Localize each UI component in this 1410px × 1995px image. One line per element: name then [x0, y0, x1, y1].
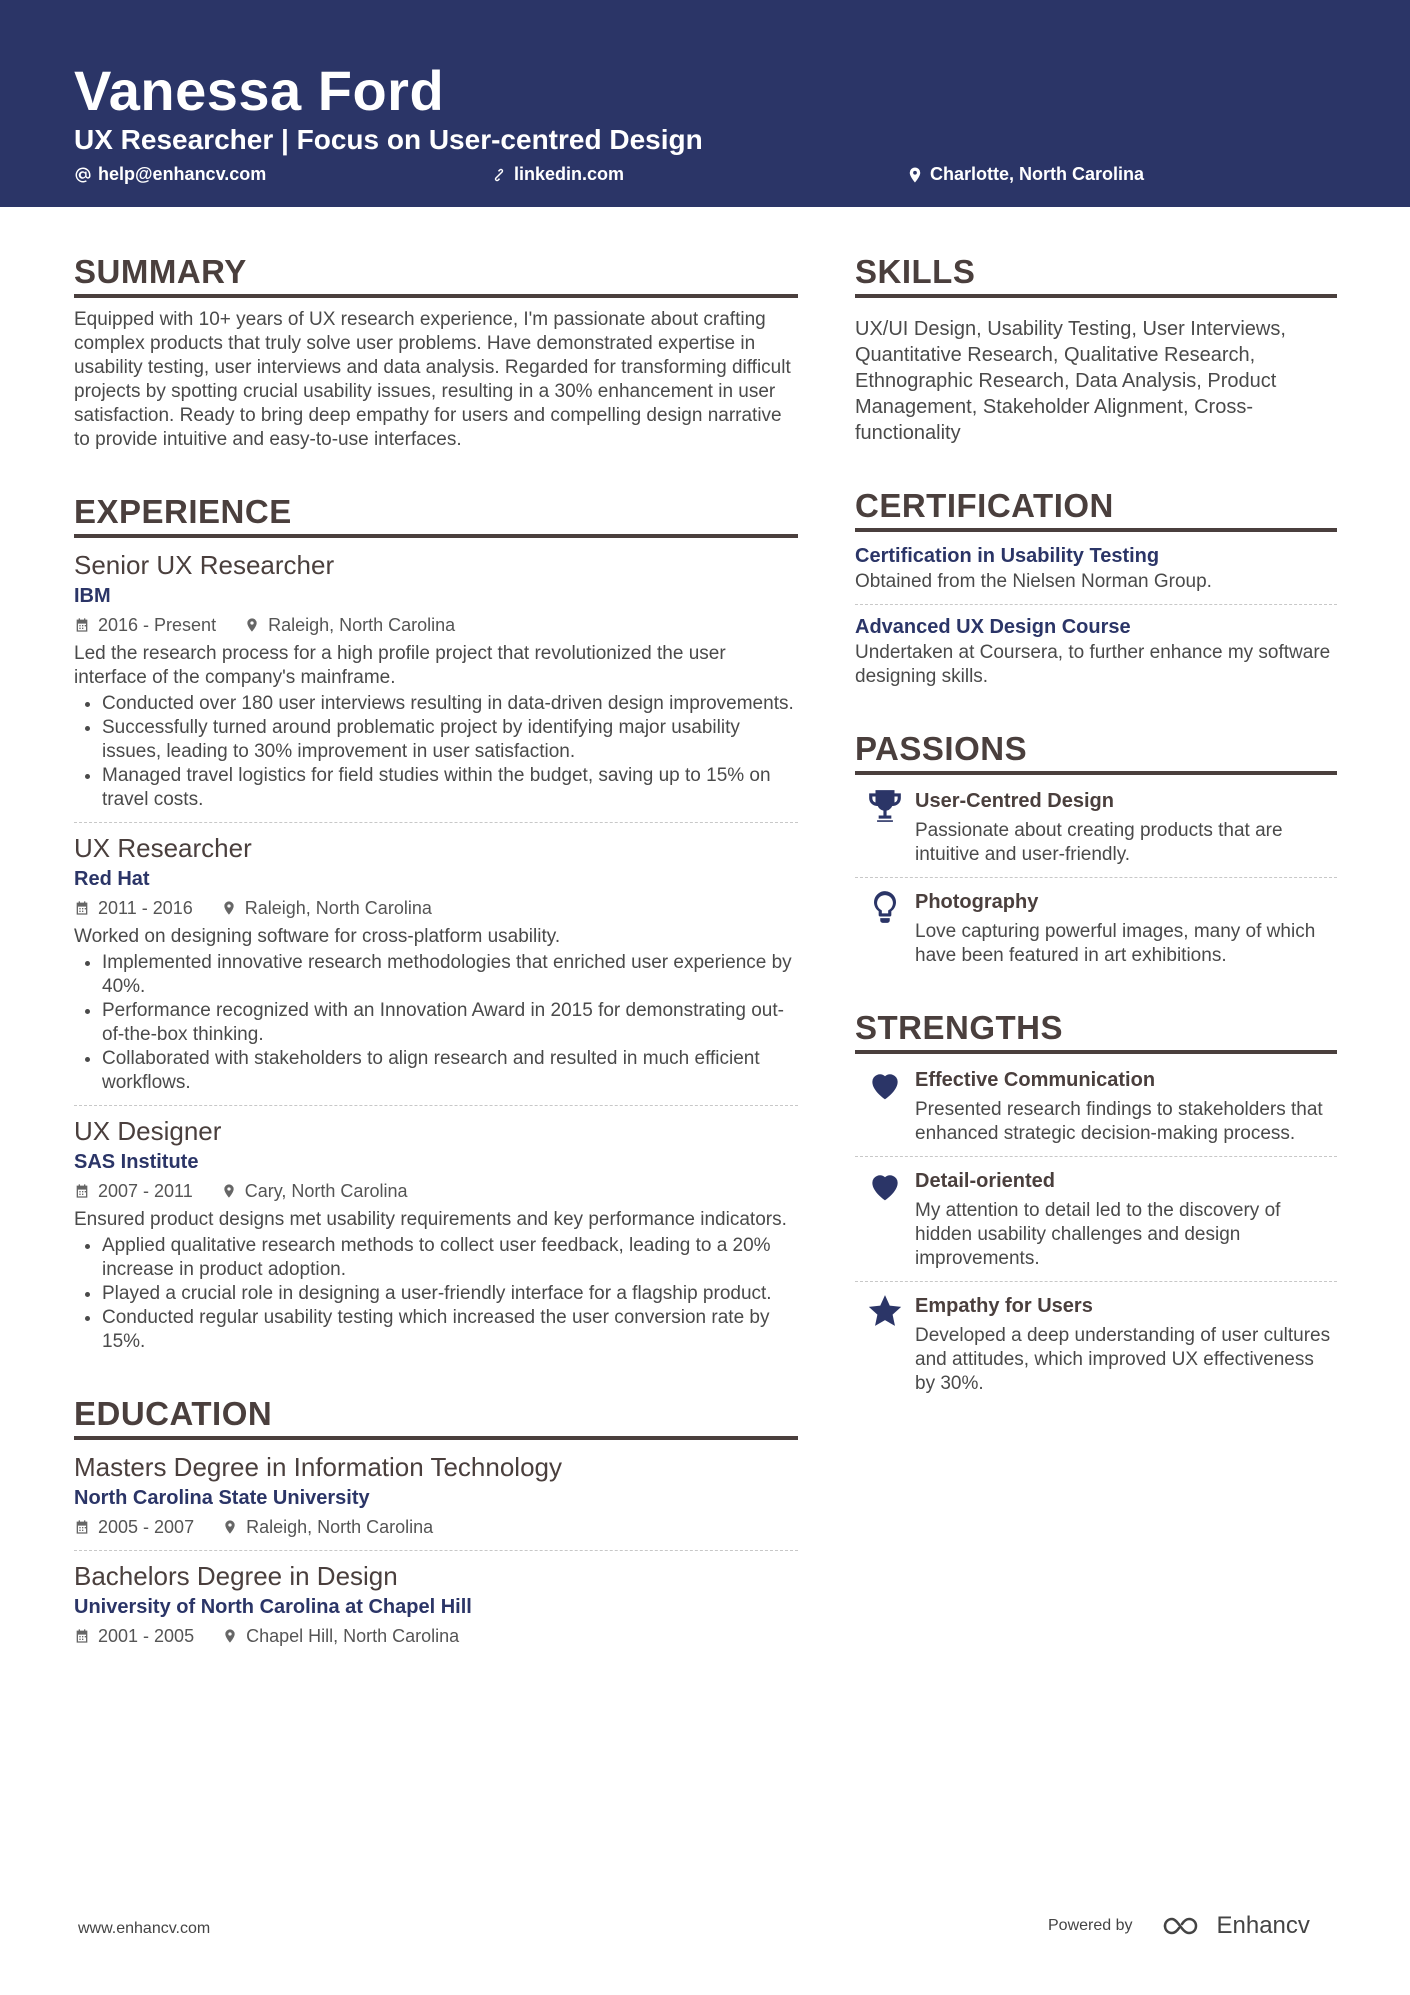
summary-title: SUMMARY — [74, 252, 798, 298]
summary-section — [74, 252, 798, 452]
job-meta — [74, 1178, 798, 1204]
powered-by-text: Powered by — [1048, 1917, 1133, 1934]
job-title: UX Researcher — [74, 833, 252, 863]
certification-desc: Obtained from the Nielsen Norman Group. — [855, 571, 1212, 592]
footer-website[interactable]: www.enhancv.com — [78, 1920, 211, 1937]
job-description: Ensured product designs met usability requirements and key performance indicators. — [74, 1209, 787, 1230]
education-dates: 2001 - 2005 — [98, 1626, 195, 1646]
job-bullet: • Performance recognized with an Innovation Award in 2015 for demonstrating out-of-the-box thinking. — [102, 999, 798, 1047]
job-description: Worked on designing software for cross-platform usability. — [74, 926, 561, 947]
certification-item — [855, 542, 1337, 594]
education-meta — [74, 1623, 798, 1649]
passion-desc: Passionate about creating products that are intuitive and user-friendly. — [915, 820, 1283, 865]
strengths-title: STRENGTHS — [855, 1008, 1337, 1054]
link-icon — [490, 166, 508, 184]
passion-name: User-Centred Design — [915, 790, 1114, 812]
education-title: EDUCATION — [74, 1394, 798, 1440]
divider — [855, 877, 1337, 878]
job-bullets — [74, 1234, 798, 1354]
map-pin-icon — [906, 166, 924, 184]
lightbulb-icon — [866, 888, 904, 926]
job-bullet: • Collaborated with stakeholders to align research and resulted in much efficient workflows. — [102, 1047, 798, 1095]
right-column — [855, 252, 1337, 1396]
divider — [74, 822, 798, 823]
candidate-headline: UX Researcher | Focus on User-centred Design — [74, 124, 703, 155]
passion-name: Photography — [915, 891, 1039, 913]
map-pin-icon — [244, 617, 260, 633]
at-icon — [74, 166, 92, 184]
map-pin-icon — [221, 1183, 237, 1199]
skills-title: SKILLS — [855, 252, 1337, 298]
brand-name: Enhancv — [1216, 1912, 1310, 1939]
calendar-icon — [74, 1628, 90, 1644]
enhancv-logo-icon — [1161, 1914, 1207, 1938]
calendar-icon — [74, 1519, 90, 1535]
education-item — [74, 1559, 798, 1649]
passion-desc: Love capturing powerful images, many of which have been featured in art exhibitions. — [915, 921, 1316, 966]
company-name: SAS Institute — [74, 1151, 199, 1173]
contact-linkedin[interactable] — [490, 164, 624, 185]
strength-desc: Presented research findings to stakeholders that enhanced strategic decision-making process. — [915, 1099, 1323, 1144]
passion-item — [855, 785, 1337, 867]
email-text: help@enhancv.com — [98, 164, 267, 184]
job-meta — [74, 895, 798, 921]
education-section — [74, 1394, 798, 1649]
brand-logo[interactable] — [1161, 1912, 1310, 1940]
education-dates: 2005 - 2007 — [98, 1517, 195, 1537]
certification-desc: Undertaken at Coursera, to further enhance my software designing skills. — [855, 642, 1331, 687]
divider — [855, 604, 1337, 605]
location-text: Charlotte, North Carolina — [930, 164, 1145, 184]
resume-header — [0, 0, 1410, 207]
job-description: Led the research process for a high profile project that revolutionized the user interface of the company's mainframe. — [74, 643, 726, 688]
strengths-section — [855, 1008, 1337, 1396]
education-location: Chapel Hill, North Carolina — [246, 1626, 460, 1646]
divider — [74, 1550, 798, 1551]
certification-section — [855, 486, 1337, 689]
left-column — [74, 252, 798, 1653]
education-location: Raleigh, North Carolina — [246, 1517, 434, 1537]
contact-email[interactable] — [74, 164, 266, 185]
experience-item — [74, 548, 798, 812]
certification-name: Certification in Usability Testing — [855, 545, 1160, 567]
job-bullets — [74, 692, 798, 812]
company-name: IBM — [74, 585, 111, 607]
trophy-icon — [866, 787, 904, 825]
divider — [855, 1156, 1337, 1157]
divider — [74, 1105, 798, 1106]
strength-desc: Developed a deep understanding of user cultures and attitudes, which improved UX effectiveness by 30%. — [915, 1325, 1331, 1394]
job-bullet: • Conducted over 180 user interviews resulting in data-driven design improvements. — [102, 692, 798, 716]
job-bullets — [74, 951, 798, 1095]
heart-icon — [866, 1167, 904, 1205]
job-bullet: • Conducted regular usability testing which increased the user conversion rate by 15%. — [102, 1306, 798, 1354]
education-item — [74, 1450, 798, 1540]
strength-item — [855, 1290, 1337, 1396]
education-meta — [74, 1514, 798, 1540]
job-bullet: • Managed travel logistics for field studies within the budget, saving up to 15% on travel costs. — [102, 764, 798, 812]
job-bullet: • Successfully turned around problematic project by identifying major usability issues, leading to 30% improvement in user satisfaction. — [102, 716, 798, 764]
calendar-icon — [74, 900, 90, 916]
experience-section — [74, 492, 798, 1354]
certification-title: CERTIFICATION — [855, 486, 1337, 532]
calendar-icon — [74, 1183, 90, 1199]
calendar-icon — [74, 617, 90, 633]
job-location: Raleigh, North Carolina — [244, 898, 432, 918]
job-title: Senior UX Researcher — [74, 550, 335, 580]
passions-title: PASSIONS — [855, 729, 1337, 775]
job-dates: 2016 - Present — [98, 615, 217, 635]
skills-text: UX/UI Design, Usability Testing, User Interviews, Quantitative Research, Qualitative Research, Ethnographic Research, Data Analysis, Product Management, Stakeholder Alignment, Cross-functionality — [855, 318, 1286, 444]
experience-item — [74, 1114, 798, 1354]
strength-item — [855, 1064, 1337, 1146]
experience-title: EXPERIENCE — [74, 492, 798, 538]
linkedin-text: linkedin.com — [514, 164, 625, 184]
job-location: Raleigh, North Carolina — [268, 615, 456, 635]
summary-text: Equipped with 10+ years of UX research experience, I'm passionate about crafting complex products that truly solve user problems. Have demonstrated expertise in usability testing, user interviews and data analysis. Regarded for transforming difficult projects by spotting crucial usability issues, resulting in a 30% enhancement in user satisfaction. Ready to bring deep empathy for users and compelling design narrative to provide intuitive and easy-to-use interfaces. — [74, 309, 791, 450]
passions-section — [855, 729, 1337, 968]
strength-item — [855, 1165, 1337, 1271]
certification-item — [855, 613, 1337, 689]
degree-title: Masters Degree in Information Technology — [74, 1452, 562, 1482]
map-pin-icon — [221, 900, 237, 916]
star-icon — [866, 1292, 904, 1330]
divider — [855, 1281, 1337, 1282]
skills-section — [855, 252, 1337, 446]
job-dates: 2011 - 2016 — [98, 898, 193, 918]
map-pin-icon — [222, 1519, 238, 1535]
degree-title: Bachelors Degree in Design — [74, 1561, 398, 1591]
certification-name: Advanced UX Design Course — [855, 616, 1131, 638]
candidate-name: Vanessa Ford — [74, 59, 445, 122]
job-dates: 2007 - 2011 — [98, 1181, 193, 1201]
strength-name: Detail-oriented — [915, 1170, 1056, 1192]
job-meta — [74, 612, 798, 638]
strength-desc: My attention to detail led to the discovery of hidden usability challenges and design improvements. — [915, 1200, 1281, 1269]
experience-item — [74, 831, 798, 1095]
school-name: University of North Carolina at Chapel Hill — [74, 1596, 472, 1618]
job-location: Cary, North Carolina — [244, 1181, 408, 1201]
school-name: North Carolina State University — [74, 1487, 370, 1509]
contact-location — [906, 164, 1144, 185]
strength-name: Empathy for Users — [915, 1295, 1093, 1317]
heart-icon — [866, 1066, 904, 1104]
job-bullet: • Implemented innovative research methodologies that enriched user experience by 40%. — [102, 951, 798, 999]
footer-branding — [1048, 1912, 1310, 1940]
map-pin-icon — [222, 1628, 238, 1644]
job-bullet: • Played a crucial role in designing a user-friendly interface for a flagship product. — [102, 1282, 798, 1306]
company-name: Red Hat — [74, 868, 150, 890]
job-title: UX Designer — [74, 1116, 222, 1146]
strength-name: Effective Communication — [915, 1069, 1156, 1091]
passion-item — [855, 886, 1337, 968]
job-bullet: • Applied qualitative research methods to collect user feedback, leading to a 20% increase in product adoption. — [102, 1234, 798, 1282]
